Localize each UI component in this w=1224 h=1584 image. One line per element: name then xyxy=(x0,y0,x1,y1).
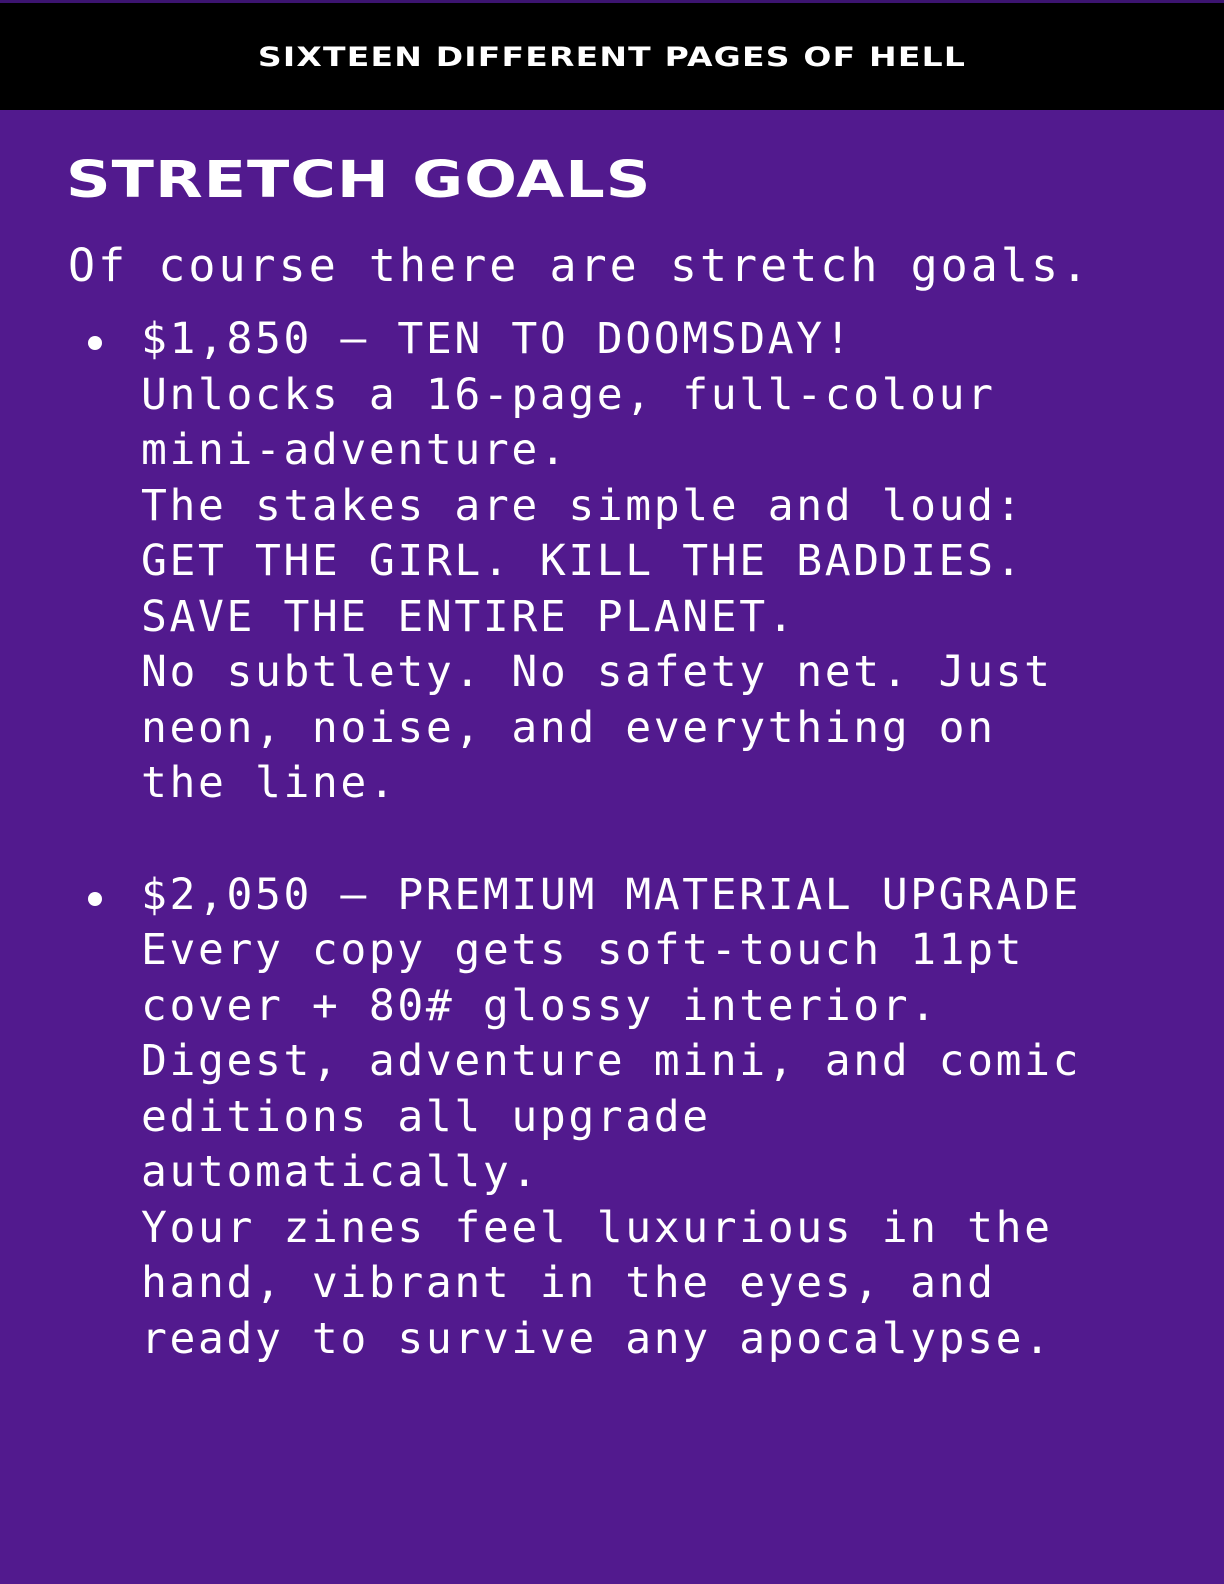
header-bar xyxy=(0,0,1224,110)
bullet-icon xyxy=(88,892,102,906)
goal-text-line: neon, noise, and everything on xyxy=(141,702,996,753)
goal-text-line: Your zines feel luxurious in the xyxy=(141,1202,1053,1253)
goal-text-line: ready to survive any apocalypse. xyxy=(141,1313,1053,1364)
goal-text-line: editions all upgrade xyxy=(141,1091,711,1142)
goal-text-line: The stakes are simple and loud: xyxy=(141,480,1025,531)
goal-text-line: hand, vibrant in the eyes, and xyxy=(141,1258,996,1308)
goal-text-line: the line. xyxy=(141,758,398,808)
goal-text-line: cover + 80# glossy interior. xyxy=(141,980,939,1031)
goal-text-line: Digest, adventure mini, and comic xyxy=(141,1036,1082,1086)
goal-text-line: Unlocks a 16-page, full-colour xyxy=(141,369,996,420)
goal-text-line: No subtlety. No safety net. Just xyxy=(141,647,1053,697)
goal-heading: $1,850 — TEN TO DOOMSDAY! xyxy=(141,314,854,364)
goal-text-line: automatically. xyxy=(141,1147,540,1197)
goal-heading: $2,050 — PREMIUM MATERIAL UPGRADE xyxy=(141,869,1082,920)
stretch-goal-item xyxy=(66,312,1176,812)
goal-text-line: mini-adventure. xyxy=(141,425,569,475)
main-content xyxy=(66,140,1176,1367)
stretch-goal-item xyxy=(66,868,1176,1368)
goal-text-line: SAVE THE ENTIRE PLANET. xyxy=(141,591,797,642)
stretch-goal-list xyxy=(66,312,1176,1367)
section-title: STRETCH GOALS xyxy=(66,149,652,210)
intro-text: Of course there are stretch goals. xyxy=(68,239,1092,292)
header-title: SIXTEEN DIFFERENT PAGES OF HELL xyxy=(257,40,967,73)
goal-text-line: Every copy gets soft-touch 11pt xyxy=(141,925,1025,975)
bullet-icon xyxy=(88,336,102,350)
goal-text-line: GET THE GIRL. KILL THE BADDIES. xyxy=(141,536,1025,586)
